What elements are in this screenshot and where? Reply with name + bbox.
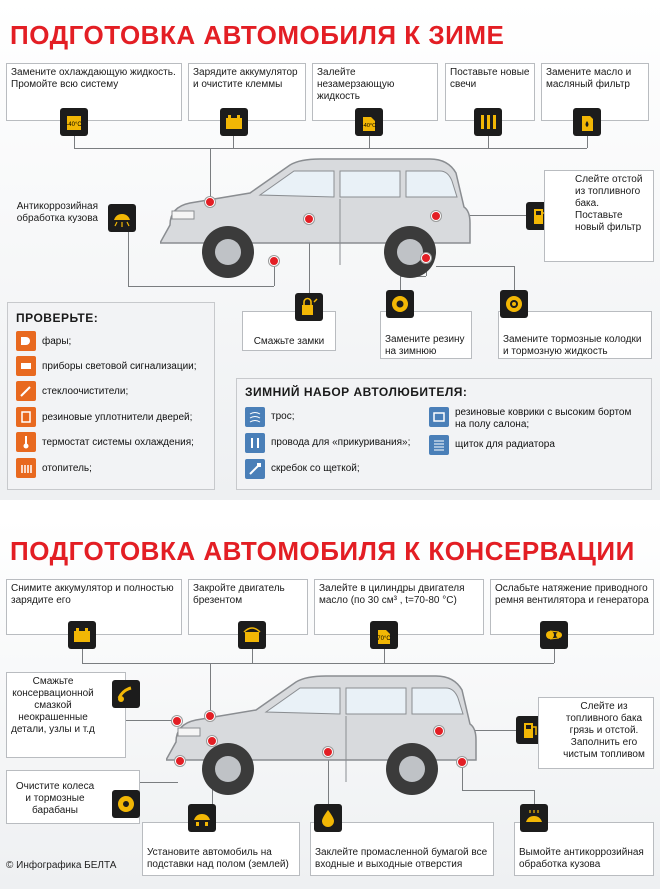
check-item (16, 407, 192, 427)
battery-icon (68, 621, 96, 649)
tip-grease: Смажьте консервационной смазкой неокрашенные детали, узлы и т.д (6, 672, 126, 758)
connector-line (369, 136, 370, 148)
connector-line (514, 266, 515, 290)
radiator-shield-icon (429, 435, 449, 455)
heater-icon (16, 458, 36, 478)
marker-dot (434, 726, 444, 736)
floor-mat-icon (429, 407, 449, 427)
tip-coolant: Замените охлаждающую жидкость. Промойте всю систему (6, 63, 182, 121)
check-item-label: отопитель; (42, 462, 92, 474)
coolant-icon-label: -40°C (66, 122, 82, 128)
washer-fluid-icon (355, 108, 383, 136)
kit-item-label: скребок со щеткой; (271, 463, 360, 474)
oil-temp-icon-label: 70°C (377, 636, 391, 642)
tip-anticorrosion: Антикоррозийная обработка кузова (16, 201, 98, 224)
kit-heading: ЗИМНИЙ НАБОР АВТОЛЮБИТЕЛЯ: (245, 385, 468, 399)
signal-light-icon (16, 356, 36, 376)
connector-line (74, 136, 75, 148)
check-item-label: приборы световой сигнализации; (42, 360, 197, 372)
engine-cover-icon (238, 621, 266, 649)
marker-dot (304, 214, 314, 224)
tip-washer: Залейте незамерзающую жидкость (312, 63, 438, 121)
kit-item-label: провода для «прикуривания»; (271, 437, 411, 448)
check-item (16, 458, 92, 478)
check-panel (7, 302, 215, 490)
connector-line (488, 136, 489, 148)
check-item-label: термостат системы охлаждения; (42, 436, 194, 448)
winter-tire-icon (386, 290, 414, 318)
storage-title: ПОДГОТОВКА АВТОМОБИЛЯ К КОНСЕРВАЦИИ (10, 536, 635, 566)
car-spray-icon (108, 204, 136, 232)
marker-dot (421, 253, 431, 263)
tip-cover-engine: Закройте двигатель брезентом (188, 579, 308, 635)
connector-line (128, 286, 274, 287)
battery-icon (220, 108, 248, 136)
connector-line (82, 663, 554, 664)
check-heading: ПРОВЕРЬТЕ: (16, 311, 99, 325)
marker-dot (172, 716, 182, 726)
belt-pulley-icon (540, 621, 568, 649)
marker-dot (457, 757, 467, 767)
tip-oil: Замените масло и масляный фильтр (541, 63, 649, 121)
door-seal-icon (16, 407, 36, 427)
kit-item (245, 407, 294, 427)
connector-line (384, 649, 385, 663)
tip-clean-wheels: Очистите колеса и тормозные барабаны (6, 770, 140, 824)
check-item (16, 356, 197, 376)
marker-dot (205, 197, 215, 207)
brake-disc-icon (500, 290, 528, 318)
tip-brakes: Замените тормозные колодки и тормозную жидкость (498, 311, 652, 359)
connector-line (128, 232, 129, 286)
connector-line (233, 136, 234, 148)
car-wash-icon (520, 804, 548, 832)
thermostat-icon (16, 432, 36, 452)
check-item-label: резиновые уплотнители дверей; (42, 411, 193, 423)
oil-drop-icon (314, 804, 342, 832)
lock-icon (295, 293, 323, 321)
marker-dot (207, 736, 217, 746)
connector-line (534, 790, 535, 804)
marker-dot (269, 256, 279, 266)
tip-plugs: Поставьте новые свечи (445, 63, 535, 121)
wiper-icon (16, 381, 36, 401)
tow-rope-icon (245, 407, 265, 427)
tip-belt: Ослабьте натяжение приводного ремня вентилятора и генератора (490, 579, 654, 635)
marker-dot (205, 711, 215, 721)
tip-remove-battery: Снимите аккумулятор и полностью зарядите его (6, 579, 182, 635)
tip-cylinder-oil: Залейте в цилиндры двигателя масло (по 30 см³ , t=70-80 °С) (314, 579, 484, 635)
footer-credit: © Инфографика БЕЛТА (6, 860, 117, 871)
ice-scraper-icon (245, 459, 265, 479)
tip-drain-fuel: Слейте из топливного бака грязь и отстой. Заполнить его чистым топливом (538, 697, 654, 769)
check-item (16, 331, 71, 351)
marker-dot (175, 756, 185, 766)
oil-canister-icon (370, 621, 398, 649)
kit-item-label: резиновые коврики с высоким бортом на полу салона; (455, 407, 632, 430)
oil-canister-icon (573, 108, 601, 136)
tip-wash-body: Вымойте антикоррозийная обработка кузова (514, 822, 654, 876)
wheel-icon (112, 790, 140, 818)
marker-dot (431, 211, 441, 221)
jumper-cables-icon (245, 433, 265, 453)
spark-plug-icon (474, 108, 502, 136)
winter-title: ПОДГОТОВКА АВТОМОБИЛЯ К ЗИМЕ (10, 20, 505, 50)
grease-brush-icon (112, 680, 140, 708)
check-item-label: стеклоочистители; (42, 385, 129, 397)
connector-line (74, 148, 587, 149)
tip-stands: Установите автомобиль на подставки над полом (землей) (142, 822, 300, 876)
kit-item-label: трос; (271, 411, 295, 422)
marker-dot (323, 747, 333, 757)
kit-item (245, 433, 410, 453)
connector-line (554, 649, 555, 663)
tip-locks: Смажьте замки (242, 311, 336, 351)
check-item (16, 381, 128, 401)
connector-line (252, 649, 253, 663)
tip-seal-openings: Заклейте промасленной бумагой все входные и выходные отверстия (310, 822, 494, 876)
tip-fuel: Слейте отстой из топливного бака. Поставьте новый фильтр (544, 170, 654, 262)
tip-tires: Замените резину на зимнюю (380, 311, 472, 359)
connector-line (82, 649, 83, 663)
coolant-icon (60, 108, 88, 136)
headlight-icon (16, 331, 36, 351)
kit-item (429, 407, 639, 431)
check-item-label: фары; (42, 335, 72, 347)
winter-kit-panel (236, 378, 652, 490)
check-item (16, 432, 194, 452)
car-on-stands-icon (188, 804, 216, 832)
washer-icon-label: -40°C (361, 123, 377, 129)
tip-battery: Зарядите аккумулятор и очистите клеммы (188, 63, 306, 121)
connector-line (587, 136, 588, 148)
kit-item (429, 435, 555, 455)
kit-item (245, 459, 360, 479)
kit-item-label: щиток для радиатора (455, 439, 555, 450)
